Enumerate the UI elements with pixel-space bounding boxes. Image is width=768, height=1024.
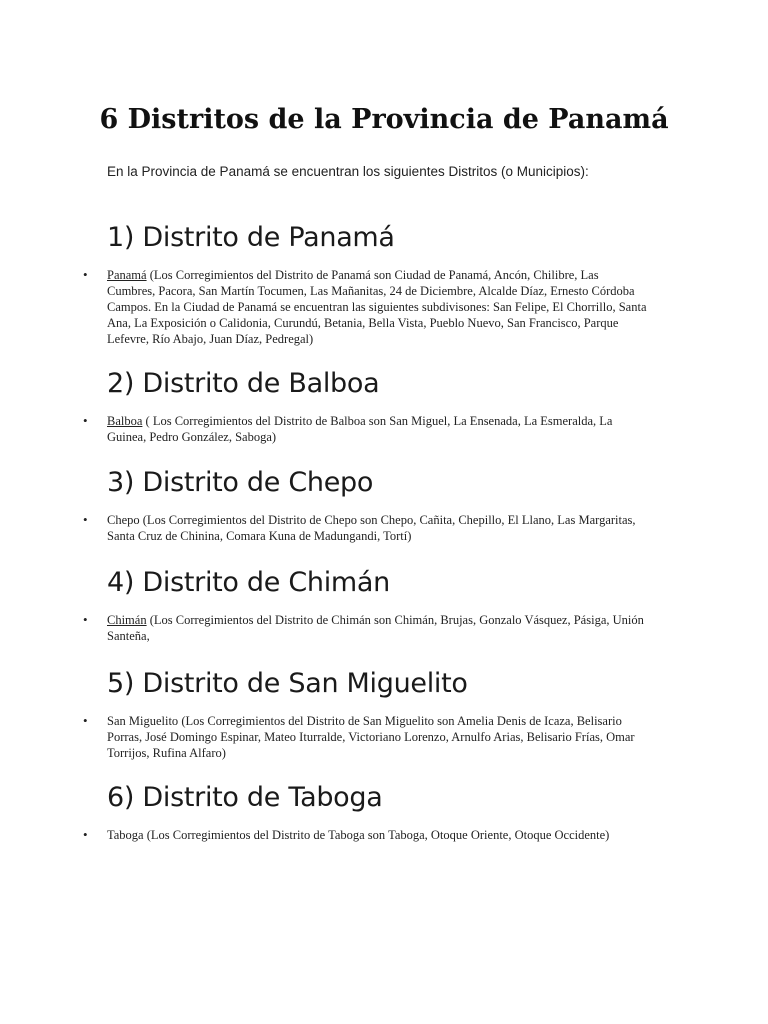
list-item [107, 267, 647, 347]
district-description: (Los Corregimientos del Distrito de Chimán son Chimán, Brujas, Gonzalo Vásquez, Pásiga, Unión Santeña, [107, 613, 644, 643]
district-link-balboa[interactable]: Balboa [107, 414, 143, 428]
district-description: (Los Corregimientos del Distrito de Chepo son Chepo, Cañita, Chepillo, El Llano, Las Margaritas, Santa Cruz de Chinina, Comara Kuna de Madungandi, Tortí) [107, 513, 636, 543]
district-list [0, 713, 768, 761]
section-san-miguelito [0, 668, 768, 761]
section-chiman [0, 567, 768, 644]
section-heading: 1) Distrito de Panamá [107, 222, 395, 253]
list-item [107, 827, 647, 843]
district-description: ( Los Corregimientos del Distrito de Balboa son San Miguel, La Ensenada, La Esmeralda, La Guinea, Pedro González, Saboga) [107, 414, 613, 444]
district-list [0, 413, 768, 445]
list-item [107, 413, 647, 445]
section-balboa [0, 368, 768, 445]
section-chepo [0, 467, 768, 544]
district-link-chiman[interactable]: Chimán [107, 613, 147, 627]
district-list [0, 512, 768, 544]
section-heading: 5) Distrito de San Miguelito [107, 668, 468, 699]
district-description: (Los Corregimientos del Distrito de Taboga son Taboga, Otoque Oriente, Otoque Occidente) [143, 828, 610, 842]
district-description: (Los Corregimientos del Distrito de San Miguelito son Amelia Denis de Icaza, Belisario Porras, José Domingo Espinar, Mateo Iturralde, Victoriano Lorenzo, Arnulfo Arias, Belisario Frías, Omar Torrijos, Rufina Alfaro) [107, 714, 635, 760]
district-list [0, 612, 768, 644]
section-heading: 3) Distrito de Chepo [107, 467, 374, 498]
list-item [107, 512, 647, 544]
section-panama [0, 222, 768, 347]
section-heading: 4) Distrito de Chimán [107, 567, 390, 598]
district-name: San Miguelito [107, 714, 179, 728]
section-heading: 2) Distrito de Balboa [107, 368, 380, 399]
district-list [0, 267, 768, 347]
intro-text: En la Provincia de Panamá se encuentran los siguientes Distritos (o Municipios): [107, 164, 589, 179]
page-title: 6 Distritos de la Provincia de Panamá [99, 104, 669, 135]
district-description: (Los Corregimientos del Distrito de Panamá son Ciudad de Panamá, Ancón, Chilibre, Las Cumbres, Pacora, San Martín Tocumen, Las Mañanitas, 24 de Diciembre, Alcalde Díaz, Ernesto Córdoba Campos. En la Ciudad de Panamá se encuentran las siguientes subdivisones: San Felipe, El Chorrillo, Santa Ana, La Exposición o Calidonia, Curundú, Betania, Bella Vista, Pueblo Nuevo, San Francisco, Parque Lefevre, Río Abajo, Juan Díaz, Pedregal) [107, 268, 647, 346]
district-link-panama[interactable]: Panamá [107, 268, 147, 282]
list-item [107, 612, 647, 644]
district-name: Chepo [107, 513, 140, 527]
section-taboga [0, 782, 768, 843]
list-item [107, 713, 647, 761]
district-list [0, 827, 768, 843]
section-heading: 6) Distrito de Taboga [107, 782, 383, 813]
district-name: Taboga [107, 828, 144, 842]
